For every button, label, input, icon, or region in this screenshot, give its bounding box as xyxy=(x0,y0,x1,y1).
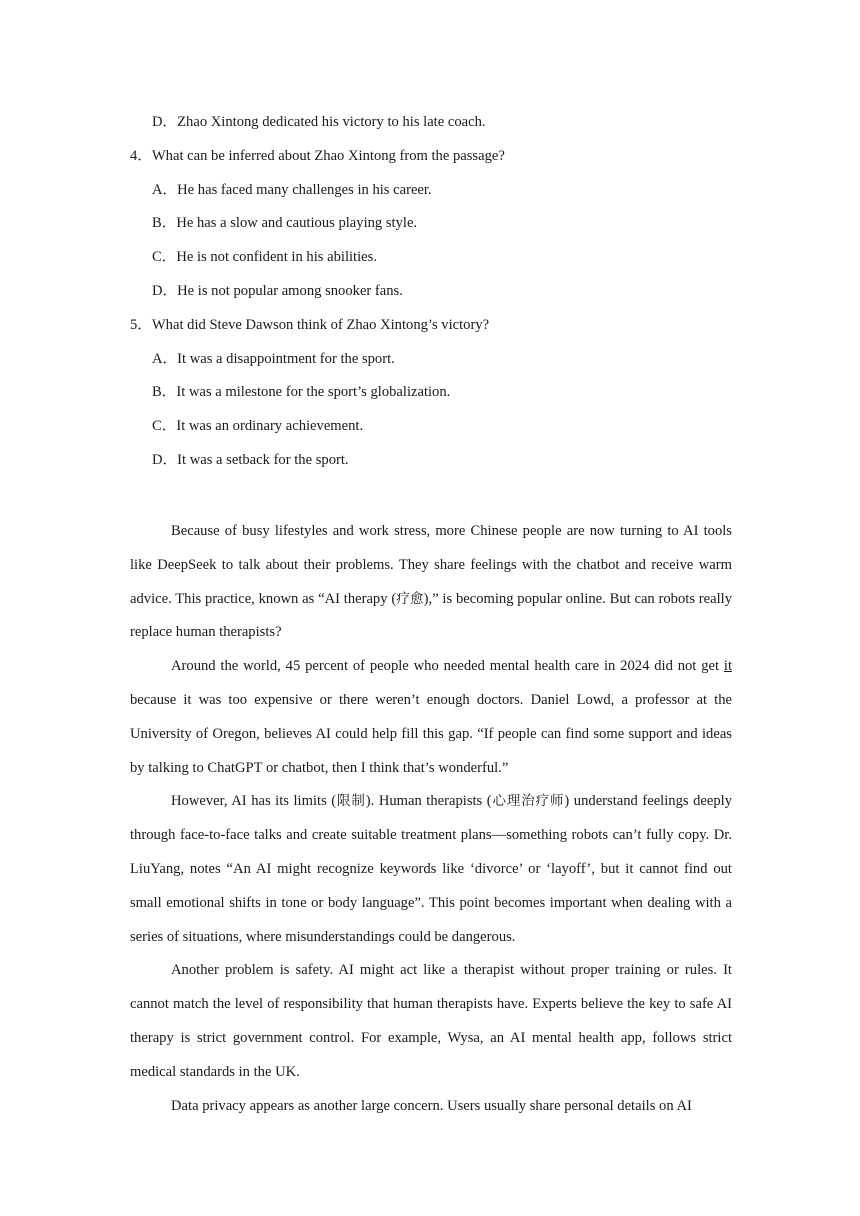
passage-paragraph-4: Another problem is safety. AI might act like a therapist without proper training or rules. It cannot match the level of responsibility that human therapists have. Experts believe the key to safe AI therapy is strict government control. For example, Wysa, an AI mental health app, follows strict medical standards in the UK. xyxy=(130,962,732,1080)
passage-paragraph-5: Data privacy appears as another large concern. Users usually share personal details on AI xyxy=(171,1097,692,1114)
p3-text-c: ) understand feelings deeply through face-to-face talks and create suitable treatment plans—something robots can’t fully copy. Dr. LiuYang, notes “An AI might recognize keywords like ‘divorce’ or ‘layoff’, but it cannot find out small emotional shifts in tone or body language”. This point becomes important when dealing with a series of situations, where misunderstandings could be dangerous. xyxy=(130,793,732,945)
p3-text-b: ). Human therapists ( xyxy=(365,793,492,810)
p2-underlined-word: it xyxy=(723,658,732,675)
passage-paragraph-2 xyxy=(130,650,732,785)
passage-paragraph-3 xyxy=(130,785,732,954)
p1-cjk-term: 疗愈 xyxy=(396,590,424,607)
q4-option-c: C．He is not confident in his abilities. xyxy=(152,249,377,266)
p1-text-a: Because of busy lifestyles and work stress, more Chinese people are now turning to AI tools like DeepSeek to talk about their problems. They share feelings with the chatbot and receive warm advice. This practice, known as “AI therapy ( xyxy=(130,523,732,607)
q5-stem: 5．What did Steve Dawson think of Zhao Xintong’s victory? xyxy=(130,316,490,333)
q5-option-c: C．It was an ordinary achievement. xyxy=(152,418,364,435)
q3-option-d: D．Zhao Xintong dedicated his victory to his late coach. xyxy=(152,114,486,130)
passage-paragraph-1 xyxy=(130,515,732,650)
q4-option-b: B．He has a slow and cautious playing style. xyxy=(152,215,418,232)
p3-cjk-term-1: 限制 xyxy=(336,793,366,810)
q5-option-a: A．It was a disappointment for the sport. xyxy=(152,350,395,367)
p1-text-b: ),” is becoming popular online. But can robots really replace human therapists? xyxy=(130,590,733,641)
q4-option-d: D．He is not popular among snooker fans. xyxy=(152,282,403,299)
p2-text-b: because it was too expensive or there weren’t enough doctors. Daniel Lowd, a professor at the University of Oregon, believes AI could help fill this gap. “If people can find some support and ideas by talking to ChatGPT or chatbot, then I think that’s wonderful.” xyxy=(130,691,732,776)
p3-text-a: However, AI has its limits ( xyxy=(171,793,337,810)
q5-option-d: D．It was a setback for the sport. xyxy=(152,451,349,468)
q4-option-a: A．He has faced many challenges in his career. xyxy=(152,181,432,198)
reading-passage xyxy=(130,515,732,1123)
q5-option-b: B．It was a milestone for the sport’s globalization. xyxy=(152,384,451,401)
p2-text-a: Around the world, 45 percent of people who needed mental health care in 2024 did not get xyxy=(171,658,724,675)
p3-cjk-term-2: 心理治疗师 xyxy=(491,793,565,810)
question-section xyxy=(0,111,860,483)
q4-stem: 4．What can be inferred about Zhao Xintong from the passage? xyxy=(130,147,505,164)
